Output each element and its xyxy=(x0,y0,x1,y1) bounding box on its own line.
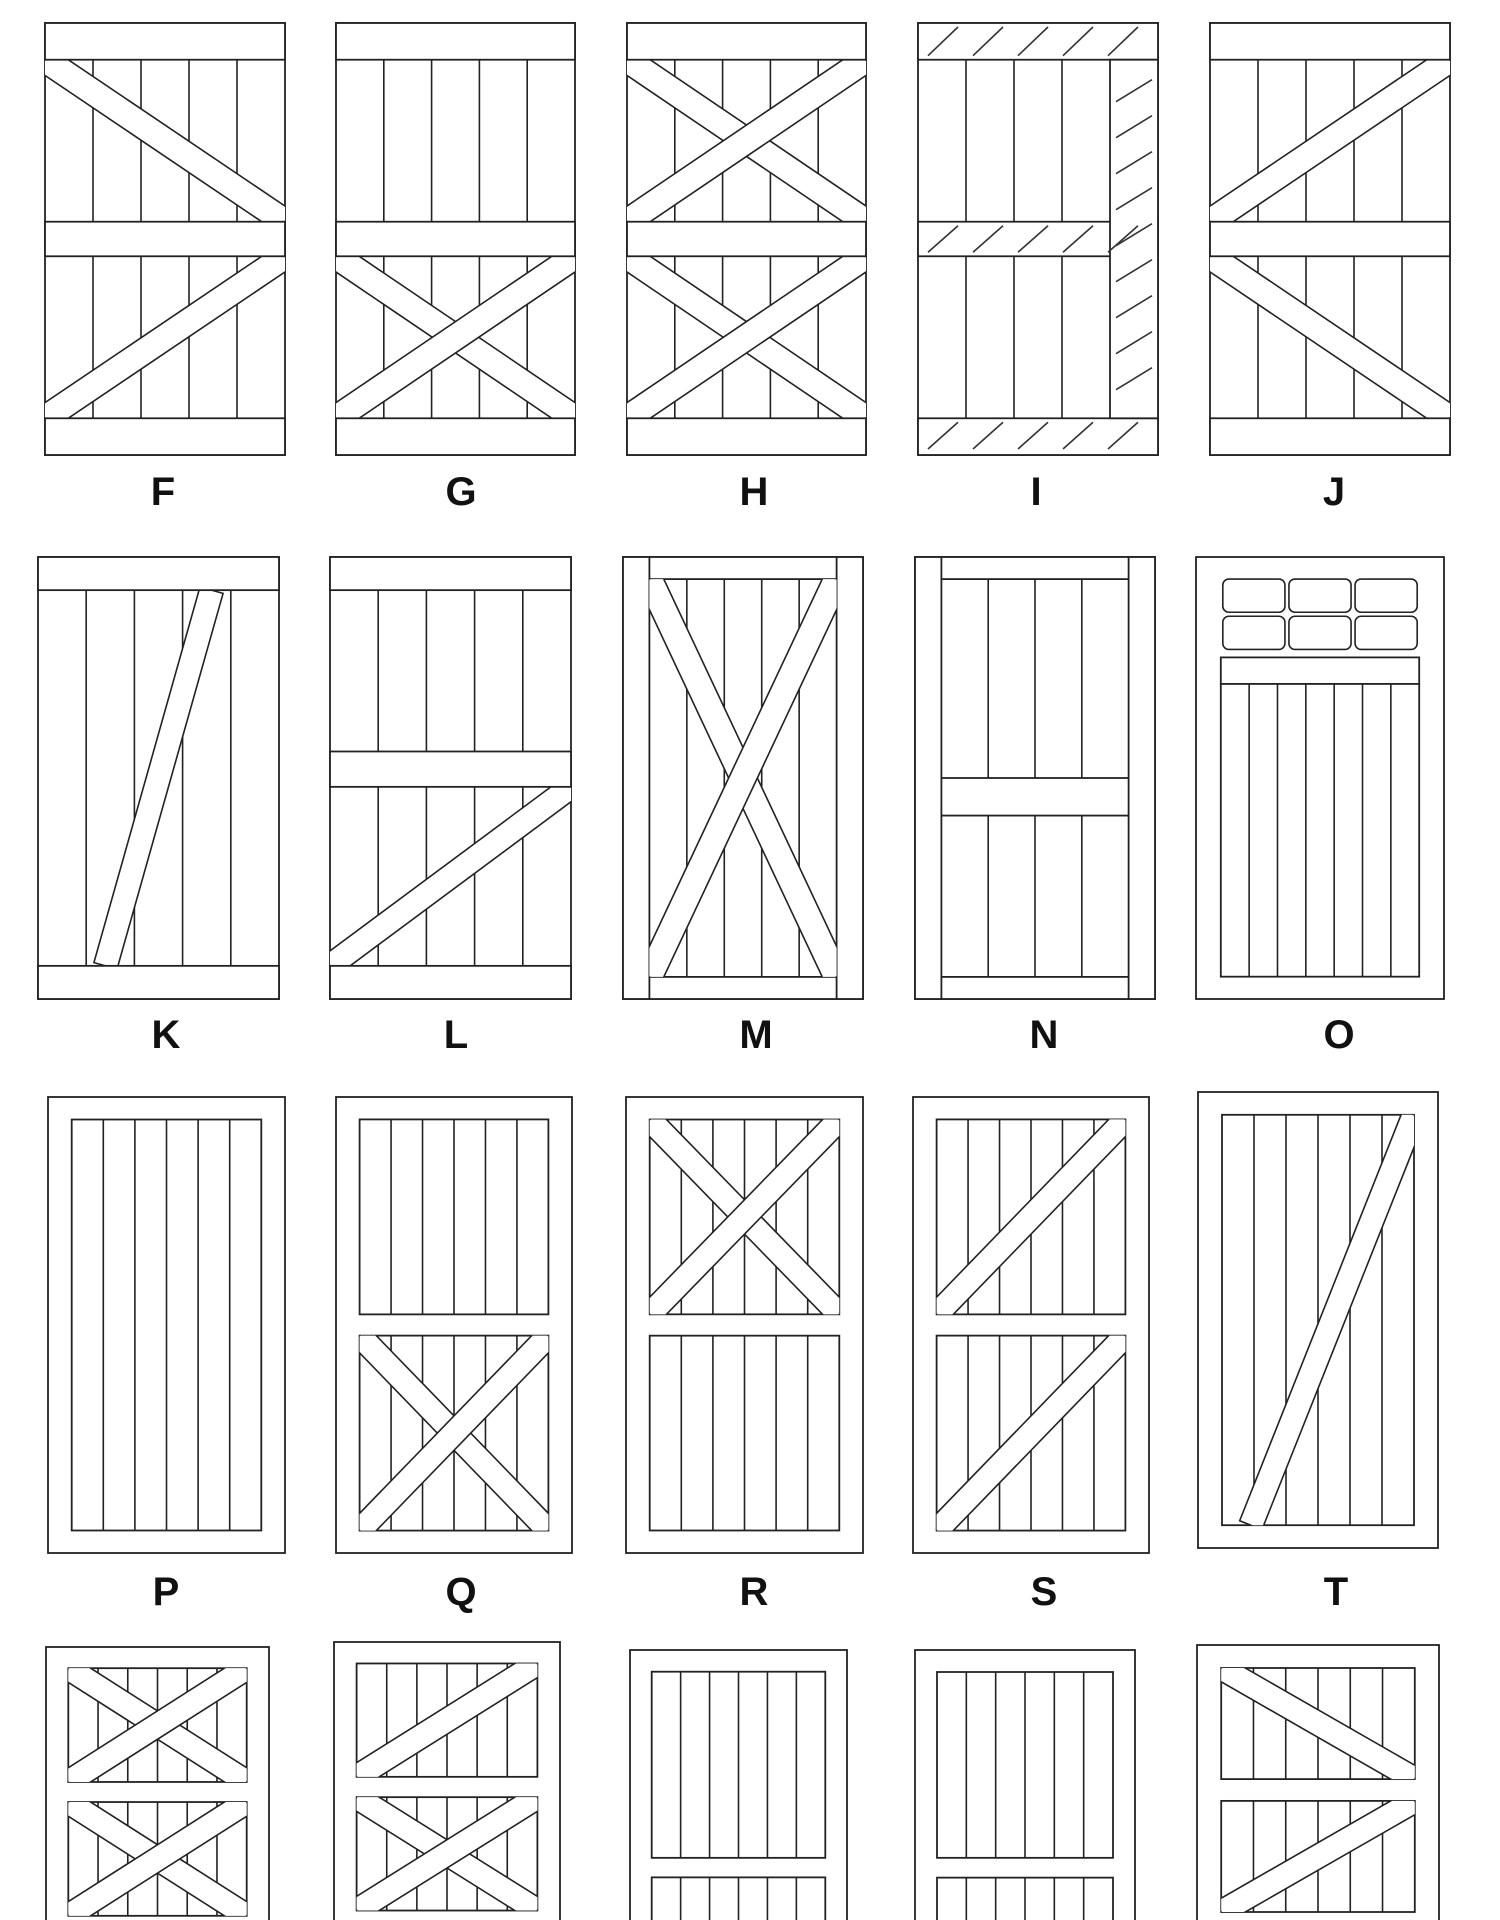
right-stile xyxy=(1129,557,1155,999)
door-F xyxy=(38,23,293,455)
top-rail xyxy=(336,23,575,60)
top-rail xyxy=(627,23,866,60)
left-stile xyxy=(623,557,649,999)
door-extra-4 xyxy=(915,1650,1135,1920)
glass-lite xyxy=(1223,616,1285,649)
door-K xyxy=(38,557,279,999)
label-Q: Q xyxy=(445,1570,477,1614)
middle-rail xyxy=(627,222,866,257)
door-S xyxy=(913,1097,1149,1553)
bottom-rail xyxy=(941,977,1128,999)
middle-rail xyxy=(1210,222,1450,257)
door-L xyxy=(323,557,578,999)
door-P xyxy=(48,1097,285,1553)
bottom-rail xyxy=(330,966,571,999)
door-Q xyxy=(336,1097,572,1553)
top-rail xyxy=(38,557,279,590)
bottom-rail xyxy=(45,418,285,455)
door-N xyxy=(915,557,1155,999)
glass-lite xyxy=(1223,579,1285,612)
bottom-rail xyxy=(38,966,279,999)
door-drawings xyxy=(38,23,1458,1920)
label-F: F xyxy=(150,470,176,514)
glass-lite xyxy=(1289,616,1351,649)
lite-rail xyxy=(1221,657,1419,684)
inner-panel xyxy=(1221,684,1419,977)
glass-lite xyxy=(1289,579,1351,612)
bottom-rail xyxy=(627,418,866,455)
label-I: I xyxy=(1030,470,1042,514)
bottom-rail xyxy=(649,977,836,999)
middle-rail xyxy=(941,778,1128,816)
label-M: M xyxy=(739,1013,773,1057)
door-T xyxy=(1198,1092,1438,1548)
door-O xyxy=(1196,557,1444,999)
door-G xyxy=(329,23,583,455)
label-H: H xyxy=(739,470,769,514)
label-K: K xyxy=(151,1013,181,1057)
label-J: J xyxy=(1322,470,1346,514)
door-extra-1 xyxy=(46,1647,269,1920)
door-extra-2 xyxy=(334,1642,560,1920)
label-O: O xyxy=(1323,1013,1355,1057)
label-G: G xyxy=(445,470,477,514)
middle-rail xyxy=(330,751,571,786)
label-S: S xyxy=(1030,1570,1058,1614)
door-extra-3 xyxy=(630,1650,847,1920)
label-P: P xyxy=(152,1570,180,1614)
bottom-rail xyxy=(336,418,575,455)
right-stile xyxy=(837,557,863,999)
door-R xyxy=(626,1097,863,1553)
label-R: R xyxy=(739,1570,769,1614)
left-stile xyxy=(915,557,941,999)
side-stile xyxy=(1110,60,1158,419)
bottom-rail xyxy=(1210,418,1450,455)
top-rail xyxy=(330,557,571,590)
top-rail xyxy=(45,23,285,60)
door-extra-5 xyxy=(1197,1645,1439,1920)
middle-rail xyxy=(45,222,285,257)
door-H xyxy=(620,23,874,455)
glass-lite xyxy=(1355,579,1417,612)
glass-lite xyxy=(1355,616,1417,649)
middle-rail xyxy=(336,222,575,257)
door-J xyxy=(1203,23,1458,455)
top-rail xyxy=(1210,23,1450,60)
label-T: T xyxy=(1323,1570,1349,1614)
top-rail xyxy=(941,557,1128,579)
door-M xyxy=(623,557,863,999)
door-I xyxy=(918,23,1158,455)
top-rail xyxy=(649,557,836,579)
label-L: L xyxy=(443,1013,469,1057)
label-N: N xyxy=(1029,1013,1059,1057)
